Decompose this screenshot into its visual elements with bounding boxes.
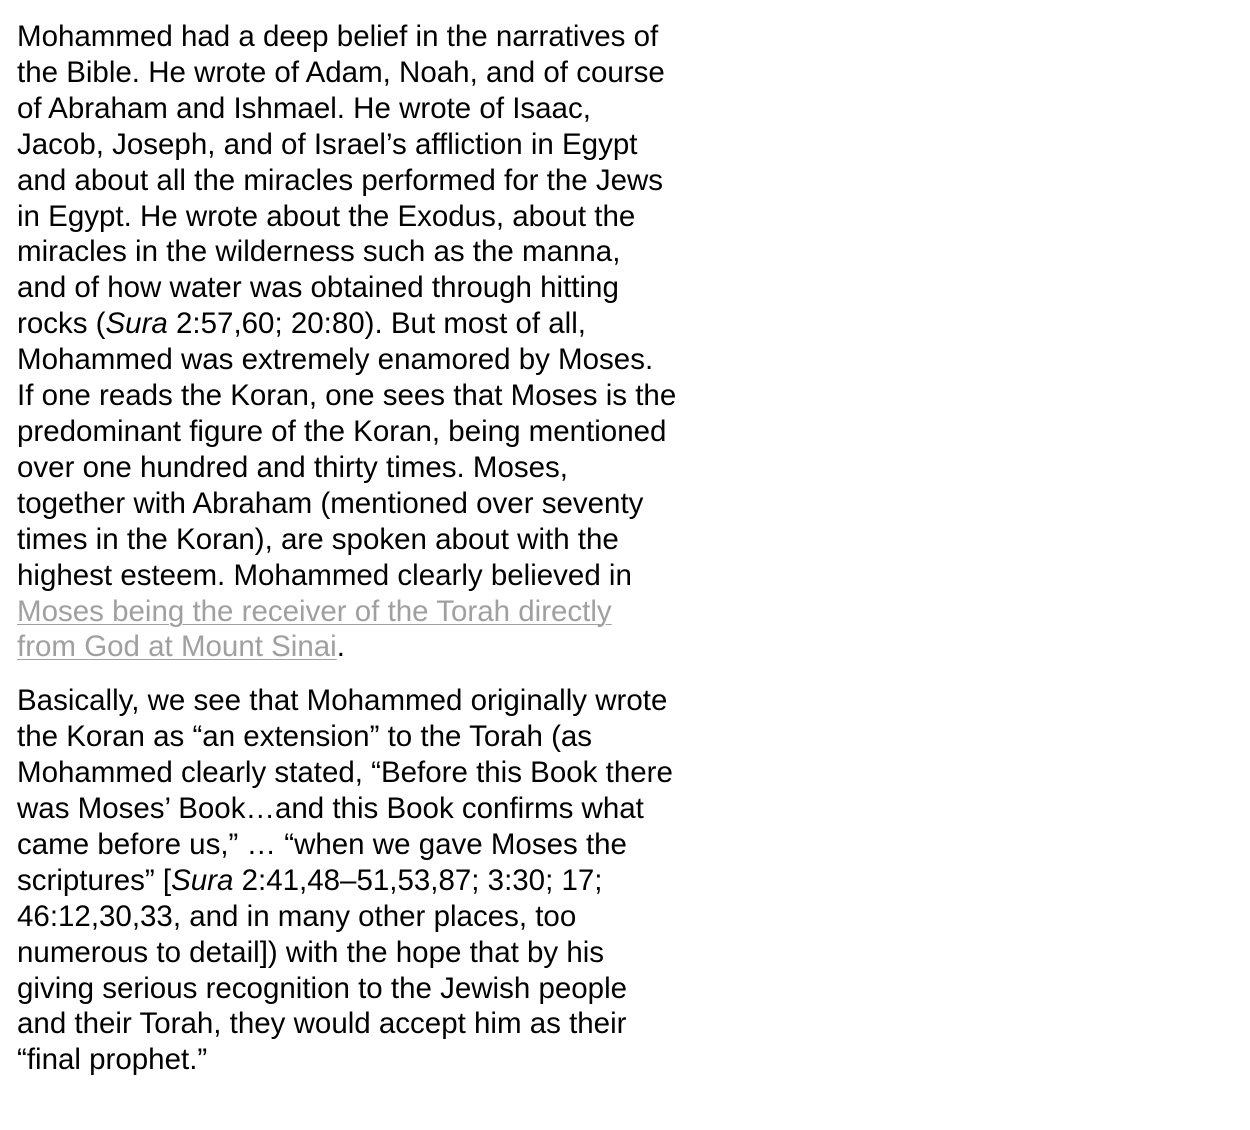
paragraph-text: 2:41,48–51,53,87; 3:30; 17; 46:12,30,33, and in many other places, too numerous to detail]) with the hope that by his giving serious recognition to the Jewish people and their Torah, they would accept him as their “final prophet.” [17,863,628,1077]
paragraph-text: Basically, we see that Mohammed originally wrote the Koran as “an extension” to the Torah (as Mohammed clearly stated, “Before this Book there was Moses’ Book…and this Book confirms what came before us,” … “when we gave Moses the scriptures” [ [17,684,673,897]
paragraph-moses-narratives [17,19,677,665]
moses-torah-sinai-link[interactable]: Moses being the receiver of the Torah directly from God at Mount Sinai [17,594,612,664]
paragraph-text: . [336,630,345,664]
paragraph-text: 2:57,60; 20:80). But most of all, Mohammed was extremely enamored by Moses. If one reads the Koran, one sees that Moses is the predominant figure of the Koran, being mentioned over one hundred and thirty times. Moses, together with Abraham (mentioned over seventy times in the Koran), are spoken about with the highest esteem. Mohammed clearly believed in [17,307,677,592]
sura-label: Sura [105,307,168,341]
paragraph-koran-extension [17,683,677,1078]
article-body [17,19,677,1078]
sura-label: Sura [171,863,234,897]
paragraph-text: Mohammed had a deep belief in the narratives of the Bible. He wrote of Adam, Noah, and of course of Abraham and Ishmael. He wrote of Isaac, Jacob, Joseph, and of Israel’s affliction in Egypt and about all the miracles performed for the Jews in Egypt. He wrote about the Exodus, about the miracles in the wilderness such as the manna, and of how water was obtained through hitting rocks ( [17,20,665,341]
